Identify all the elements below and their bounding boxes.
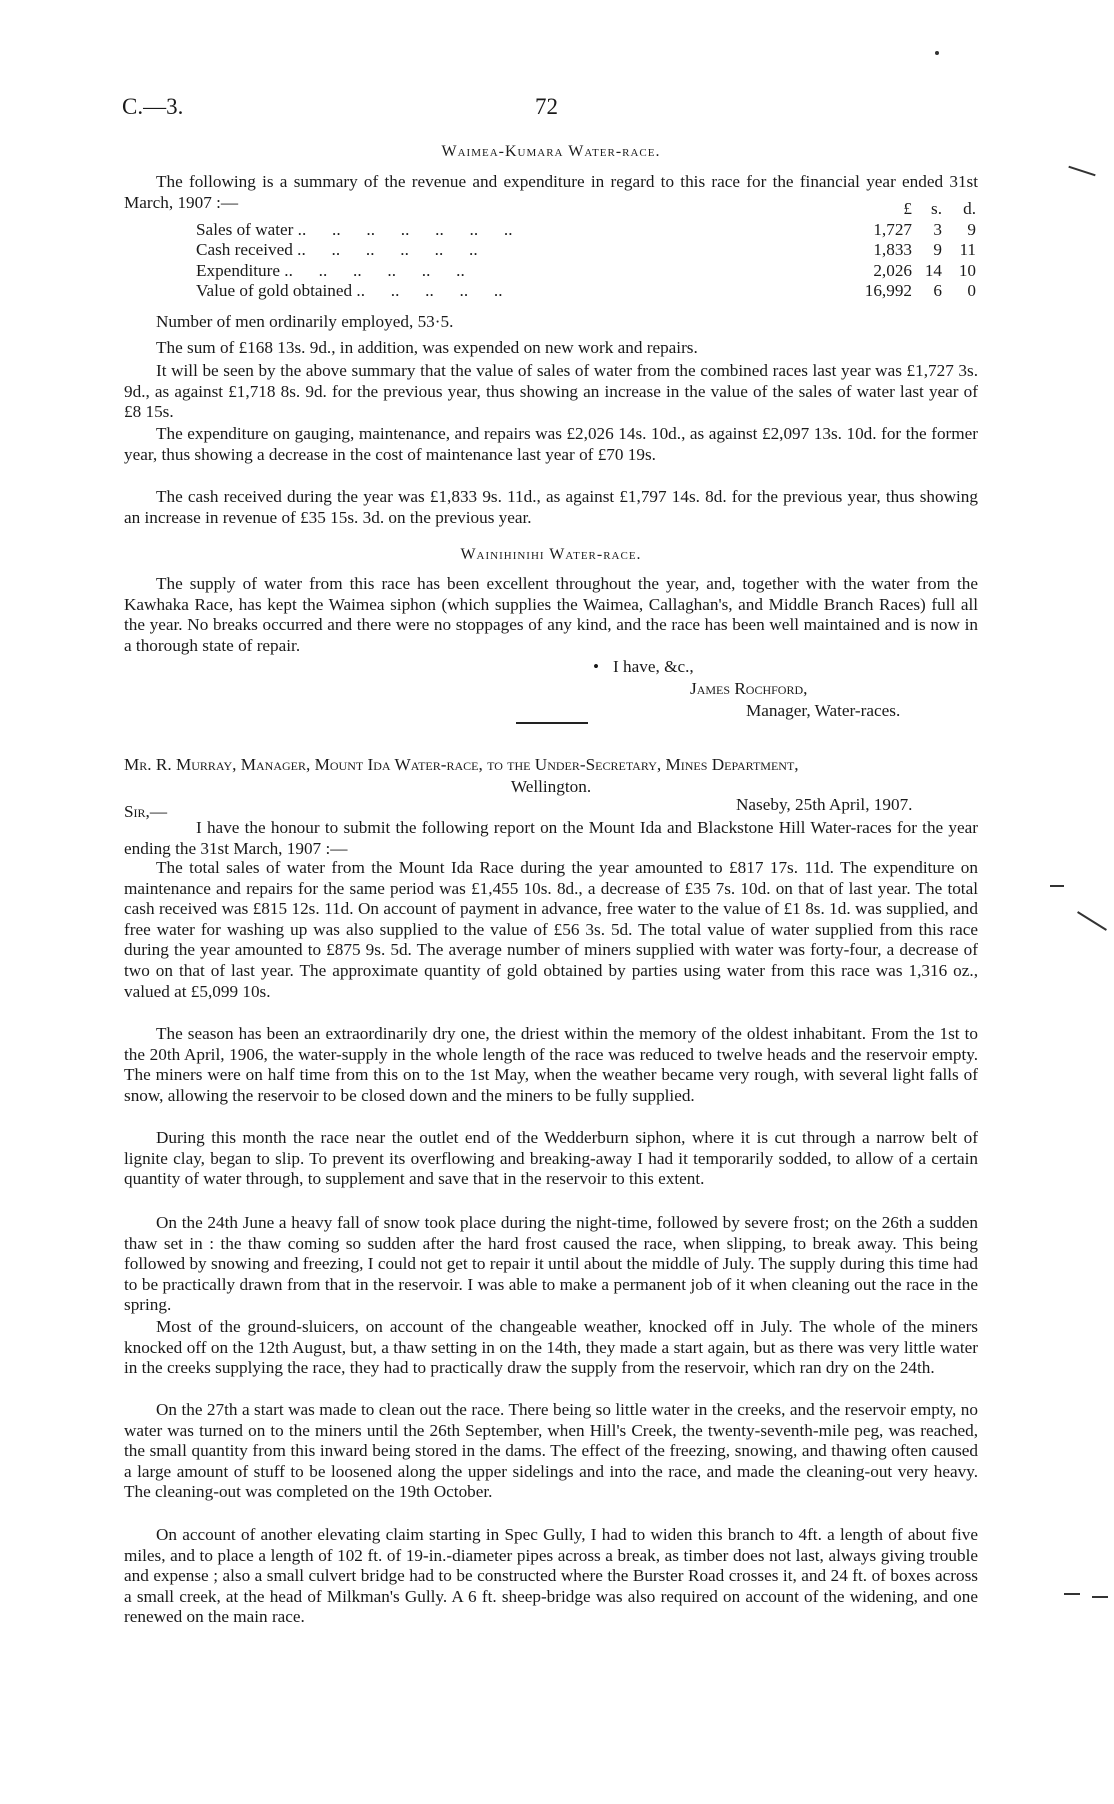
place-date: Naseby, 25th April, 1907. (736, 795, 913, 814)
margin-speck (935, 51, 939, 55)
letter-paragraph: Most of the ground-sluicers, on account of the changeable weather, knocked off in July. The whole of the miners knocked off on the 12th August, but, a thaw setting in on the 14th, they made a start again, but as there was very little water in the creeks supplying the race, they had to practically draw the supply from the reservoir, which ran dry on the 24th. (124, 1317, 978, 1378)
margin-mark (1068, 166, 1095, 177)
letter-paragraph: On the 24th June a heavy fall of snow took place during the night-time, followed by severe frost; on the 26th a sudden thaw set in : the thaw coming so sudden after the hard frost caused the race, when slipping, to break away. This being followed by snowing and freezing, I could not get to repair it until about the middle of July. The supply during this time had to be practically drawn from that in the reservoir. I was able to make a permanent job of it when cleaning out the race in the spring. (124, 1213, 978, 1315)
row-pence: 0 (967, 281, 976, 301)
table-row: Value of gold obtained .. .. .. .. .. 16,992 6 0 (196, 281, 976, 301)
pence-header: d. (963, 199, 976, 218)
margin-mark (1092, 1596, 1108, 1598)
letter-paragraph: I have the honour to submit the following report on the Mount Ida and Blackstone Hill Water-races for the year ending the 31st March, 1907 :— (124, 818, 978, 858)
letter-paragraph: On account of another elevating claim starting in Spec Gully, I had to widen this branch to 4ft. a length of about five miles, and to place a length of 102 ft. of 19-in.-diameter pipes across a break, as timber does not last, always giving trouble and expense ; also a small culvert bridge had to be constructed where the Burster Road crosses it, and 24 ft. of boxes across a small creek, at the head of Milkman's Gully. A 6 ft. sheep-bridge was also required on account of the widening, and one renewed on the main race. (124, 1525, 978, 1627)
margin-mark (1064, 1593, 1080, 1595)
letter-paragraph: During this month the race near the outlet end of the Wedderburn siphon, where it is cut through a narrow belt of lignite clay, began to slip. To prevent its overflowing and breaking-away I had it temporarily sodded, to allow of a certain quantity of water through, to supplement and save that in the reservoir to this extent. (124, 1128, 978, 1189)
row-pence: 11 (959, 240, 976, 260)
section-divider (516, 722, 588, 724)
row-label: Value of gold obtained (196, 281, 353, 301)
row-pounds: 1,833 (873, 240, 912, 260)
row-label: Cash received (196, 240, 293, 260)
shillings-header: s. (931, 199, 942, 218)
letter-paragraph: The season has been an extraordinarily dry one, the driest within the memory of the oldest inhabitant. From the 1st to the 20th April, 1906, the water-supply in the whole length of the race was reduced to twelve heads and the reservoir empty. The miners were on half time from this on to the 1st May, when the weather became very rough, with several light falls of snow, allowing the reservoir to be closed down and the miners to be fully supplied. (124, 1024, 978, 1105)
wainihinihi-section-title: Wainihinihi Water-race. (460, 546, 642, 563)
row-shillings: 6 (933, 281, 942, 301)
letter-paragraph: The total sales of water from the Mount Ida Race during the year amounted to £817 17s. 11d. The expenditure on maintenance and repairs for the same period was £1,455 10s. 8d., a decrease of £35 7s. 10d. on that of last year. The total cash received was £815 12s. 11d. On account of payment in advance, free water to the value of £1 8s. 1d. was supplied, and free water for washing up was also supplied to the value of £56 3s. 5d. The total value of water supplied from this race during the year amounted to £875 9s. 5d. The average number of miners supplied with water was forty-four, a decrease of two on that of last year. The approximate quantity of gold obtained by parties using water from this race was 1,316 oz., valued at £5,099 10s. (124, 858, 978, 1001)
row-pence: 9 (967, 219, 976, 239)
letter-paragraph: On the 27th a start was made to clean out the race. There being so little water in the creeks, and the reservoir empty, no water was turned on to the miners until the 26th September, when Hill's Creek, the twenty-seventh-mile peg, was reached, the small quantity from this inward being stored in the dams. The effect of the freezing, snowing, and thawing often caused a large amount of stuff to be loosened along the upper sidelings and into the race, and made the cleaning-out very heavy. The cleaning-out was completed on the 19th October. (124, 1400, 978, 1502)
row-shillings: 14 (924, 260, 942, 280)
waimea-intro: The following is a summary of the revenue and expenditure in regard to this race for the financial year ended 31st March, 1907 :— (124, 172, 978, 212)
page-number: 72 (535, 94, 558, 119)
table-row: Cash received .. .. .. .. .. .. 1,833 9 11 (196, 240, 976, 260)
row-shillings: 3 (933, 219, 942, 239)
waimea-paragraph: The cash received during the year was £1,833 9s. 11d., as against £1,797 14s. 8d. for the previous year, thus showing an increase in revenue of £35 15s. 3d. on the previous year. (124, 487, 978, 527)
row-pounds: 1,727 (873, 219, 912, 239)
waimea-summary-table (196, 199, 976, 302)
table-header-row (196, 199, 976, 220)
row-pence: 10 (958, 260, 976, 280)
document-reference: C.—3. (122, 94, 184, 119)
row-label: Sales of water (196, 219, 294, 239)
row-shillings: 9 (933, 240, 942, 260)
letter-heading-location: Wellington. (510, 777, 592, 796)
table-row: Expenditure .. .. .. .. .. .. 2,026 14 10 (196, 260, 976, 280)
waimea-paragraph: It will be seen by the above summary that the value of sales of water from the combined races last year was £1,727 3s. 9d., as against £1,718 8s. 9d. for the previous year, thus showing an increase in the value of the sales of water last year of £8 15s. (124, 361, 978, 422)
row-label: Expenditure (196, 260, 280, 280)
signature-name: James Rochford, (690, 679, 808, 698)
salutation: Sir,— (124, 802, 168, 821)
letter-heading: Mr. R. Murray, Manager, Mount Ida Water-race, to the Under-Secretary, Mines Department, (124, 755, 799, 774)
waimea-section-title: Waimea-Kumara Water-race. (441, 143, 661, 160)
wainihinihi-paragraph: The supply of water from this race has been excellent throughout the year, and, together with the water from the Kawhaka Race, has kept the Waimea siphon (which supplies the Waimea, Callaghan's, and Middle Branch Races) full all the year. No breaks occurred and there were no stoppages of any kind, and the race has been well maintained and is now in a thorough state of repair. (124, 574, 978, 655)
margin-mark (1050, 885, 1064, 887)
men-employed: Number of men ordinarily employed, 53·5. (156, 312, 454, 331)
row-pounds: 2,026 (873, 260, 912, 280)
pounds-header: £ (903, 199, 912, 218)
table-row: Sales of water .. .. .. .. .. .. .. 1,727 3 9 (196, 219, 976, 239)
margin-mark (1077, 911, 1107, 931)
row-pounds: 16,992 (864, 281, 912, 301)
closing-line: • I have, &c., (593, 657, 694, 676)
signature-title: Manager, Water-races. (746, 701, 901, 720)
waimea-paragraph: The sum of £168 13s. 9d., in addition, was expended on new work and repairs. (156, 338, 698, 357)
waimea-paragraph: The expenditure on gauging, maintenance, and repairs was £2,026 14s. 10d., as against £2,097 13s. 10d. for the former year, thus showing a decrease in the cost of maintenance last year of £70 19s. (124, 424, 978, 464)
